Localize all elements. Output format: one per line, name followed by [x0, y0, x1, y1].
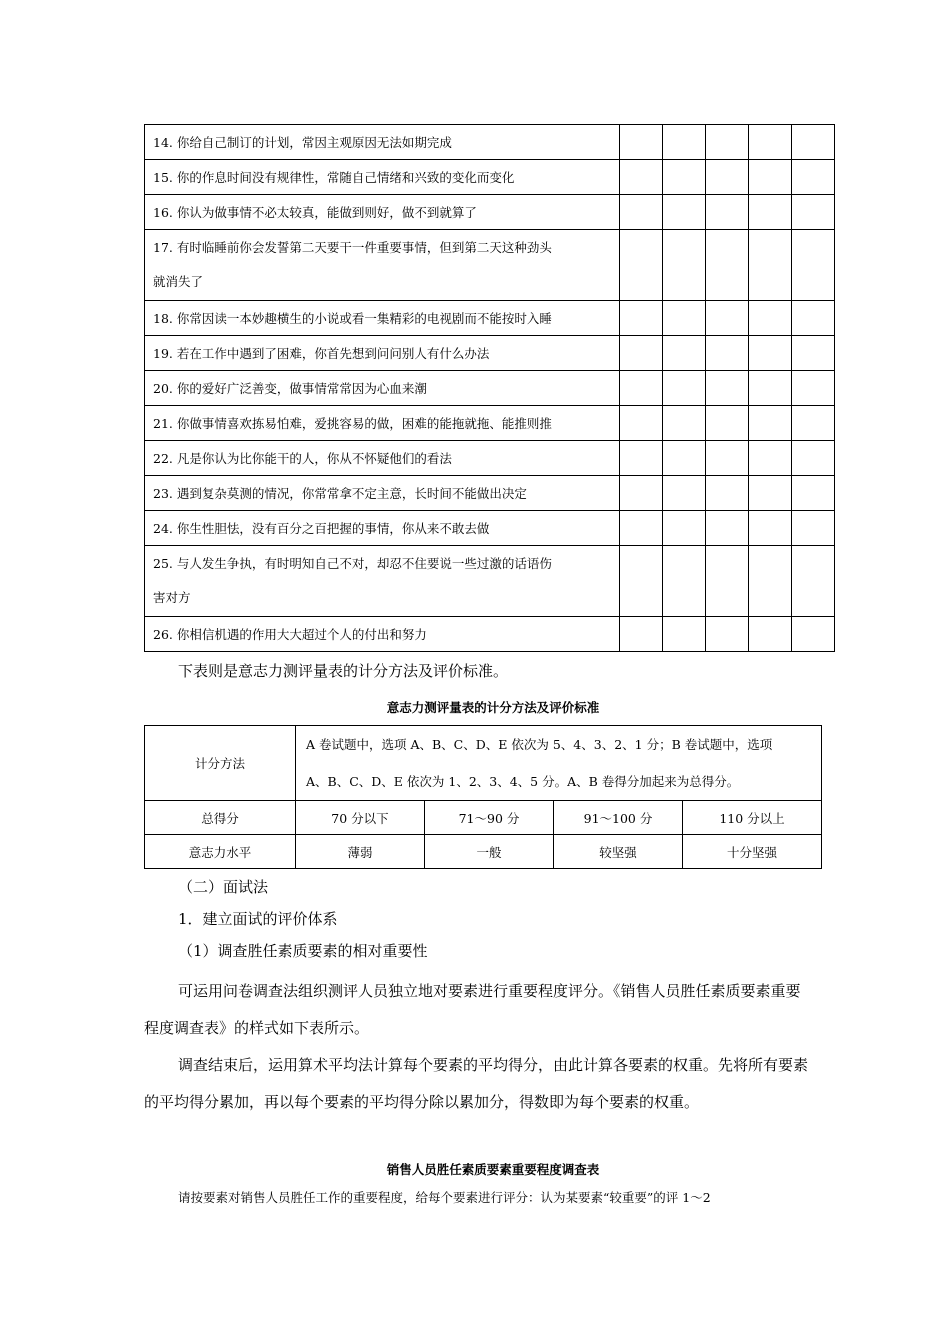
answer-option-cell[interactable] — [749, 476, 792, 511]
question-text-line: 26. 你相信机遇的作用大大超过个人的付出和努力 — [153, 627, 427, 642]
answer-option-cell[interactable] — [792, 230, 835, 301]
answer-option-cell[interactable] — [620, 511, 663, 546]
answer-option-cell[interactable] — [749, 511, 792, 546]
question-text-cell — [145, 617, 620, 652]
question-row — [145, 441, 835, 476]
question-text-line: 16. 你认为做事情不必太较真，能做到则好，做不到就算了 — [153, 205, 477, 220]
survey-table-caption: 销售人员胜任素质要素重要程度调查表 — [386, 1162, 600, 1177]
answer-option-cell[interactable] — [749, 160, 792, 195]
score-table-caption: 意志力测评量表的计分方法及评价标准 — [386, 700, 600, 715]
answer-option-cell[interactable] — [620, 125, 663, 160]
question-text-cell — [145, 230, 620, 301]
answer-option-cell[interactable] — [749, 617, 792, 652]
answer-option-cell[interactable] — [749, 406, 792, 441]
range-cell: 91～100 分 — [554, 801, 683, 835]
question-text-line: 24. 你生性胆怯，没有百分之百把握的事情，你从来不敢去做 — [153, 521, 490, 536]
method-text-cell — [296, 726, 822, 801]
scoring-standard-table — [144, 725, 822, 869]
answer-option-cell[interactable] — [620, 230, 663, 301]
answer-option-cell[interactable] — [749, 301, 792, 336]
answer-option-cell[interactable] — [706, 476, 749, 511]
answer-option-cell[interactable] — [620, 476, 663, 511]
level-cell: 较坚强 — [554, 835, 683, 869]
question-text-line: 18. 你常因读一本妙趣横生的小说或看一集精彩的电视剧而不能按时入睡 — [153, 311, 552, 326]
survey-instruction: 请按要素对销售人员胜任工作的重要程度，给每个要素进行评分：认为某要素“较重要”的评 1～2 — [178, 1190, 711, 1205]
answer-option-cell[interactable] — [792, 160, 835, 195]
method-text-line: A 卷试题中，选项 A、B、C、D、E 依次为 5、4、3、2、1 分；B 卷试题中，选项 — [306, 737, 773, 752]
question-row — [145, 476, 835, 511]
answer-option-cell[interactable] — [706, 230, 749, 301]
answer-option-cell[interactable] — [706, 336, 749, 371]
answer-option-cell[interactable] — [620, 195, 663, 230]
answer-option-cell[interactable] — [706, 406, 749, 441]
question-row — [145, 230, 835, 301]
method-label-cell: 计分方法 — [145, 726, 296, 801]
willpower-level-row — [145, 835, 822, 869]
answer-option-cell[interactable] — [663, 546, 706, 617]
answer-option-cell[interactable] — [792, 476, 835, 511]
answer-option-cell[interactable] — [792, 301, 835, 336]
answer-option-cell[interactable] — [663, 476, 706, 511]
question-text-line: 20. 你的爱好广泛善变，做事情常常因为心血来潮 — [153, 381, 427, 396]
answer-option-cell[interactable] — [792, 546, 835, 617]
answer-option-cell[interactable] — [792, 125, 835, 160]
answer-option-cell[interactable] — [792, 195, 835, 230]
paragraph-weight-calculation: 调查结束后，运用算术平均法计算每个要素的平均得分，由此计算各要素的权重。先将所有要素的平均得分累加，再以每个要素的平均得分除以累加分，得数即为每个要素的权重。 — [144, 1056, 809, 1111]
answer-option-cell[interactable] — [663, 195, 706, 230]
level-cell: 薄弱 — [296, 835, 425, 869]
range-cell: 110 分以上 — [683, 801, 822, 835]
level-label-cell: 意志力水平 — [145, 835, 296, 869]
answer-option-cell[interactable] — [792, 617, 835, 652]
question-text-line: 17. 有时临睡前你会发誓第二天要干一件重要事情，但到第二天这种劲头 — [153, 240, 552, 255]
answer-option-cell[interactable] — [663, 441, 706, 476]
answer-option-cell[interactable] — [620, 441, 663, 476]
answer-option-cell[interactable] — [663, 511, 706, 546]
answer-option-cell[interactable] — [706, 617, 749, 652]
question-row — [145, 301, 835, 336]
question-text-cell — [145, 441, 620, 476]
answer-option-cell[interactable] — [749, 441, 792, 476]
question-text-line: 23. 遇到复杂莫测的情况，你常常拿不定主意，长时间不能做出决定 — [153, 486, 527, 501]
question-text-line: 25. 与人发生争执，有时明知自己不对，却忍不住要说一些过激的话语伤 — [153, 556, 552, 571]
answer-option-cell[interactable] — [620, 301, 663, 336]
question-text-line: 15. 你的作息时间没有规律性，常随自己情绪和兴致的变化而变化 — [153, 170, 515, 185]
answer-option-cell[interactable] — [792, 336, 835, 371]
question-row — [145, 371, 835, 406]
question-text-cell — [145, 406, 620, 441]
sub-subheading: （1）调查胜任素质要素的相对重要性 — [178, 942, 428, 960]
total-score-label-cell: 总得分 — [145, 801, 296, 835]
section-heading: （二）面试法 — [178, 878, 269, 896]
question-row — [145, 406, 835, 441]
question-text-cell — [145, 476, 620, 511]
answer-option-cell[interactable] — [706, 195, 749, 230]
answer-option-cell[interactable] — [620, 160, 663, 195]
level-cell: 十分坚强 — [683, 835, 822, 869]
method-text-line: A、B、C、D、E 依次为 1、2、3、4、5 分。A、B 卷得分加起来为总得分。 — [306, 774, 740, 789]
range-cell: 71～90 分 — [425, 801, 554, 835]
question-text-line: 14. 你给自己制订的计划，常因主观原因无法如期完成 — [153, 135, 452, 150]
answer-option-cell[interactable] — [749, 125, 792, 160]
question-text-cell — [145, 511, 620, 546]
question-text-line: 就消失了 — [153, 274, 204, 289]
answer-option-cell[interactable] — [706, 125, 749, 160]
question-text-cell — [145, 371, 620, 406]
question-text-line: 害对方 — [153, 590, 191, 605]
question-row — [145, 546, 835, 617]
question-row — [145, 160, 835, 195]
answer-option-cell[interactable] — [749, 546, 792, 617]
answer-option-cell[interactable] — [792, 511, 835, 546]
answer-option-cell[interactable] — [620, 546, 663, 617]
answer-option-cell[interactable] — [749, 195, 792, 230]
question-row — [145, 511, 835, 546]
answer-option-cell[interactable] — [749, 230, 792, 301]
question-text-line: 21. 你做事情喜欢拣易怕难，爱挑容易的做，困难的能拖就拖、能推则推 — [153, 416, 552, 431]
answer-option-cell[interactable] — [620, 336, 663, 371]
question-row — [145, 125, 835, 160]
answer-option-cell[interactable] — [706, 546, 749, 617]
question-row — [145, 336, 835, 371]
answer-option-cell[interactable] — [706, 301, 749, 336]
paragraph-questionnaire-method: 可运用问卷调查法组织测评人员独立地对要素进行重要程度评分。《销售人员胜任素质要素重要程度调查表》的样式如下表所示。 — [144, 982, 801, 1037]
level-cell: 一般 — [425, 835, 554, 869]
answer-option-cell[interactable] — [792, 406, 835, 441]
answer-option-cell[interactable] — [620, 617, 663, 652]
answer-option-cell[interactable] — [663, 230, 706, 301]
question-text-cell — [145, 125, 620, 160]
answer-option-cell[interactable] — [663, 406, 706, 441]
method-row — [145, 726, 822, 801]
question-text-cell — [145, 336, 620, 371]
answer-option-cell[interactable] — [663, 336, 706, 371]
answer-option-cell[interactable] — [706, 371, 749, 406]
answer-option-cell[interactable] — [663, 160, 706, 195]
answer-option-cell[interactable] — [663, 371, 706, 406]
question-text-line: 19. 若在工作中遇到了困难，你首先想到问问别人有什么办法 — [153, 346, 490, 361]
question-text-cell — [145, 160, 620, 195]
answer-option-cell[interactable] — [663, 617, 706, 652]
score-intro-sentence: 下表则是意志力测评量表的计分方法及评价标准。 — [178, 662, 509, 680]
answer-option-cell[interactable] — [792, 371, 835, 406]
question-row — [145, 195, 835, 230]
answer-option-cell[interactable] — [663, 301, 706, 336]
answer-option-cell[interactable] — [663, 125, 706, 160]
question-row — [145, 617, 835, 652]
question-text-cell — [145, 546, 620, 617]
question-text-cell — [145, 301, 620, 336]
answer-option-cell[interactable] — [620, 371, 663, 406]
question-text-cell — [145, 195, 620, 230]
willpower-questionnaire-table — [144, 124, 835, 652]
subheading: 1．建立面试的评价体系 — [178, 910, 338, 928]
answer-option-cell[interactable] — [792, 441, 835, 476]
answer-option-cell[interactable] — [749, 371, 792, 406]
answer-option-cell[interactable] — [706, 511, 749, 546]
answer-option-cell[interactable] — [620, 406, 663, 441]
answer-option-cell[interactable] — [749, 336, 792, 371]
question-text-line: 22. 凡是你认为比你能干的人，你从不怀疑他们的看法 — [153, 451, 452, 466]
total-score-row — [145, 801, 822, 835]
range-cell: 70 分以下 — [296, 801, 425, 835]
answer-option-cell[interactable] — [706, 160, 749, 195]
answer-option-cell[interactable] — [706, 441, 749, 476]
